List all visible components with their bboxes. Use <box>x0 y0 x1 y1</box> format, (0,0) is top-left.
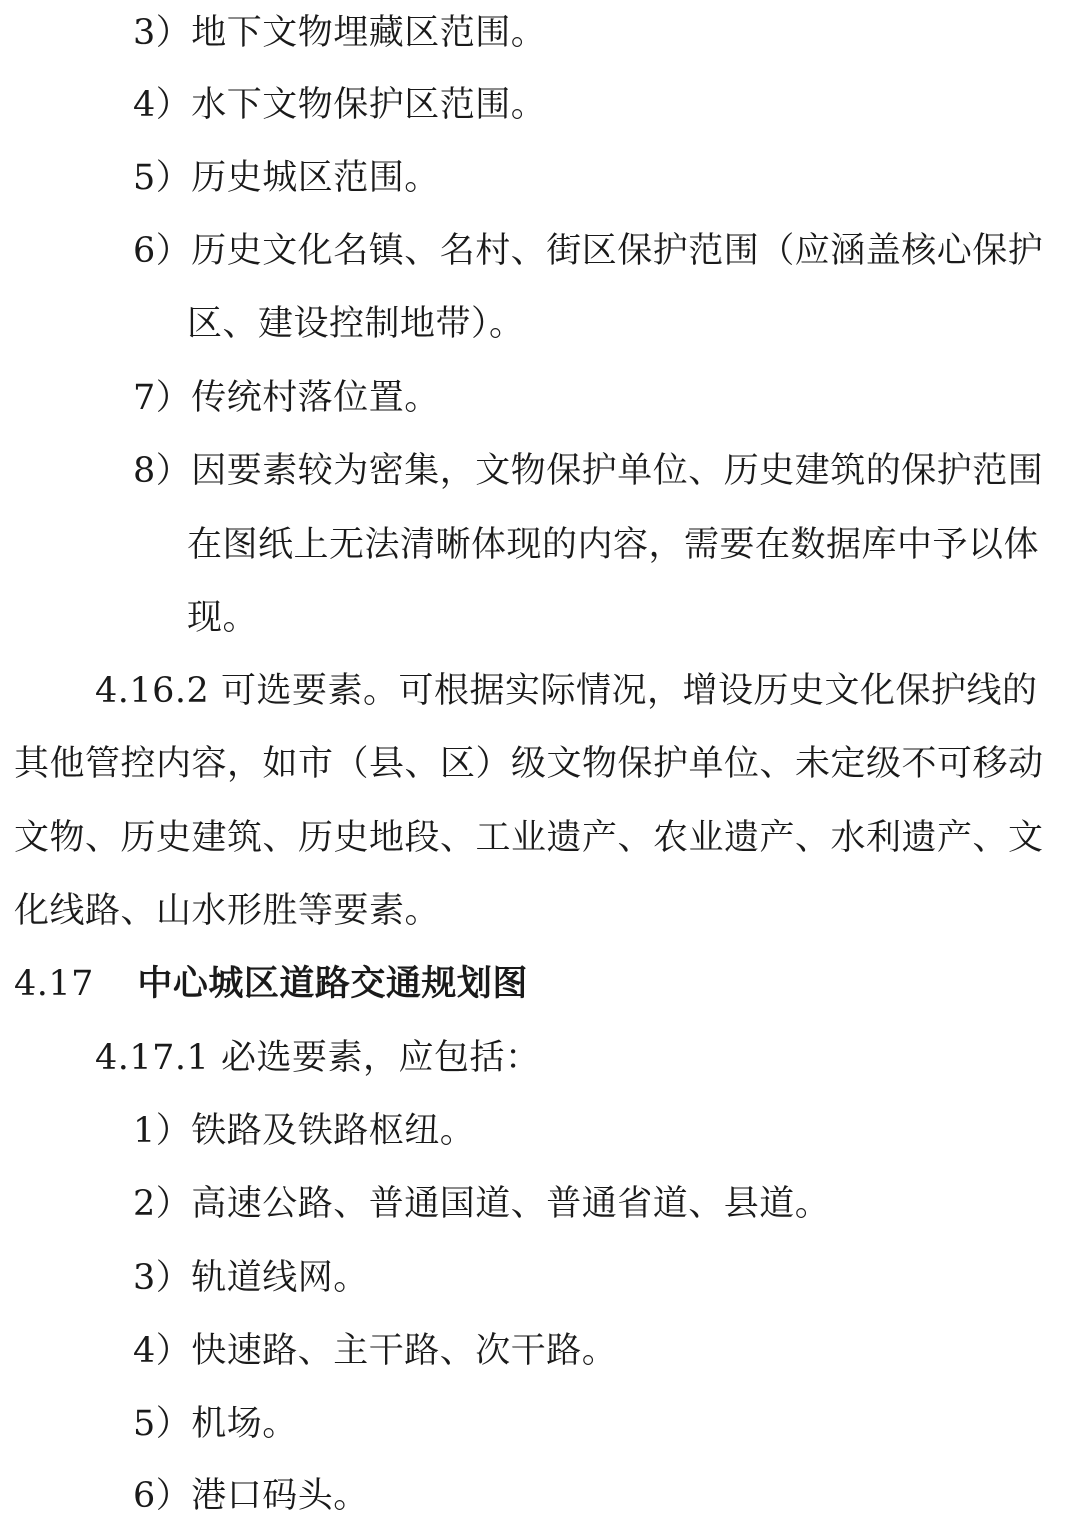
list-item-railway: 1）铁路及铁路枢纽。 <box>133 1111 476 1151</box>
list-item-port: 6）港口码头。 <box>133 1476 369 1516</box>
list-item-historic-towns: 6）历史文化名镇、名村、街区保护范围（应涵盖核心保护 <box>133 231 1044 271</box>
list-item-underwater-relics: 4）水下文物保护区范围。 <box>133 85 547 125</box>
list-item-rail-network: 3）轨道线网。 <box>133 1258 369 1298</box>
list-item-traditional-villages: 7）传统村落位置。 <box>133 378 440 418</box>
paragraph-optional-elements-1: 4.16.2 可选要素。可根据实际情况，增设历史文化保护线的 <box>95 671 1038 711</box>
paragraph-optional-elements-3: 文物、历史建筑、历史地段、工业遗产、农业遗产、水利遗产、文 <box>14 818 1044 858</box>
list-item-dense-elements-cont-2: 现。 <box>187 598 259 638</box>
section-heading-number: 4.17 <box>14 964 94 1004</box>
paragraph-required-elements: 4.17.1 必选要素，应包括： <box>95 1038 541 1078</box>
list-item-historic-urban-area: 5）历史城区范围。 <box>133 158 440 198</box>
paragraph-optional-elements-2: 其他管控内容，如市（县、区）级文物保护单位、未定级不可移动 <box>14 744 1044 784</box>
section-heading-title: 中心城区道路交通规划图 <box>137 964 528 1004</box>
section-heading <box>14 966 528 1002</box>
list-item-dense-elements: 8）因要素较为密集，文物保护单位、历史建筑的保护范围 <box>133 451 1044 491</box>
list-item-underground-relics: 3）地下文物埋藏区范围。 <box>133 13 547 53</box>
paragraph-optional-elements-4: 化线路、山水形胜等要素。 <box>14 891 441 931</box>
list-item-highways: 2）高速公路、普通国道、普通省道、县道。 <box>133 1184 831 1224</box>
list-item-airport: 5）机场。 <box>133 1404 298 1444</box>
list-item-urban-roads: 4）快速路、主干路、次干路。 <box>133 1331 618 1371</box>
list-item-dense-elements-cont-1: 在图纸上无法清晰体现的内容，需要在数据库中予以体 <box>187 525 1040 565</box>
list-item-historic-towns-cont: 区、建设控制地带）。 <box>187 304 525 344</box>
